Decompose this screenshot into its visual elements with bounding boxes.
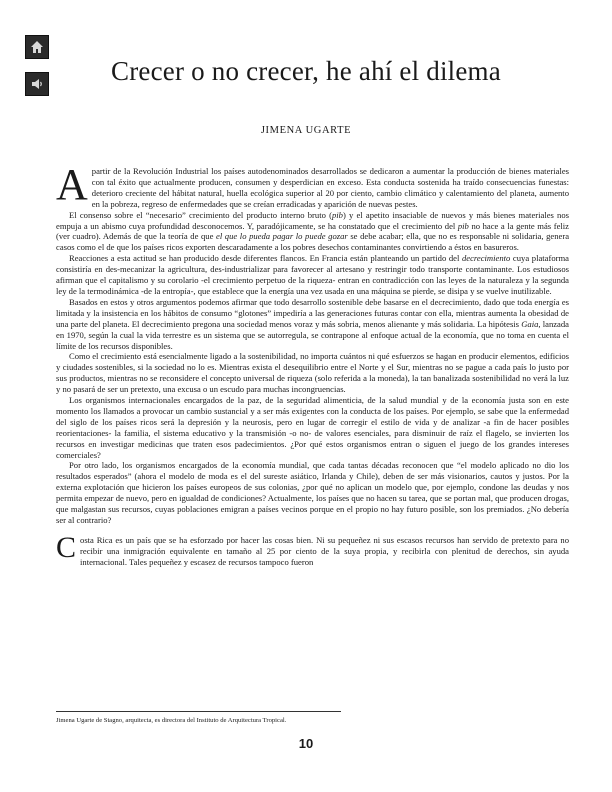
page-number: 10 [298, 736, 314, 751]
author-name: JIMENA UGARTE [260, 125, 352, 136]
footnote: Jimena Ugarte de Stagno, arquitecta, es directora del Instituto de Arquitectura Tropical. [56, 717, 287, 724]
paragraph: Basados en estos y otros argumentos podemos afirmar que todo desarrollo sostenible debe basarse en el decrecimiento, dado que toda energía es limitada y la insistencia en los hábitos de consumo “glotones” impediría a las generaciones futuras contar con ella, mientras aumenta la obesidad de una parte del planeta. El decrecimiento pregona una sociedad menos voraz y más sobria, menos alienante y más solidaria. La hipótesis Gaia, lanzada en 1970, según la cual la vida terrestre es un sistema que se autorregula, se contrapone al enfoque actual de la economía, que no toma en cuenta el límite de los recursos disponibles. [56, 296, 569, 351]
article-body [56, 160, 570, 568]
paragraph: Por otro lado, los organismos encargados de la economía mundial, que cada tantas décadas reconocen que “el modelo aplicado no dio los resultados esperados” (ahora el modelo de moda es el del sureste asiático, Irlanda y Chile), deben de ser más visionarios, cautos y justos. Por la externa explotación que hicieron los países europeos de sus colonias, ¿por qué no aplican un modelo que, por ejemplo, condone las deudas y nos permita empezar de nuevo, pero en igualdad de condiciones? Actualmente, los países que no hacen su tarea, que se portan mal, que producen drogas, que malgastan sus recursos, cuyas poblaciones emigran a países vecinos porque en el propio no hay futuro posible, son los premiados. ¿No debería ser al contrario? [56, 460, 569, 525]
dropcap: C [56, 530, 77, 564]
paragraph: Reacciones a esta actitud se han producido desde diferentes flancos. En Francia están planteando un partido del decrecimiento cuya plataforma consistiría en des-mecanizar la agricultura, des-industrializar para favorecer al artesano y restringir todo transporte contaminante. Los estudiosos afirman que el capitalismo y su corolario -el crecimiento perpetuo de la riqueza- entran en contradicción con las leyes de la naturaleza y la segunda ley de la termodinámica -de la entropía-, que establece que la energía una vez usada en una máquina se pierde, se disipa y se vuelve inutilizable. [56, 253, 569, 296]
paragraph: Los organismos internacionales encargados de la paz, de la seguridad alimenticia, de la salud mundial y de la economía justa son en este momento los llamados a provocar un cambio sustancial y a ser más exigentes con la conducta de los países. Por ejemplo, se sabe que la enfermedad del siglo de los países ricos será la depresión y la neurosis, pero en lugar de corregir el estilo de vida y de analizar -a fin de hacer posibles reorientaciones- la familia, el sistema educativo y la transmisión -o no- de valores esenciales, para disminuir de raíz el flagelo, se invierten los recursos en investigar medicinas que traten esos padecimientos. ¿Por qué estos organismos entran o siguen el juego de los grandes intereses comerciales? [56, 395, 569, 460]
paragraph-section [56, 530, 569, 568]
paragraph: El consenso sobre el “necesario” crecimiento del producto interno bruto (pib) y el apetito insaciable de nuevos y más bienes materiales nos empuja a un abismo cuya profundidad desconocemos. Y, paradójicamente, se ha constatado que el crecimiento del pib no hace a la gente más feliz (ver cuadro). Además de que la teoría de que el que lo pueda pagar lo puede gozar se debe acabar; ella, que no es responsable ni solidaria, genera casos como el de que los países ricos exporten descaradamente a los pobres desechos contaminantes convirtiendo a éstos en basureros. [56, 209, 570, 253]
footnote-divider [56, 711, 341, 712]
paragraph-intro [56, 160, 569, 210]
dropcap: A [56, 160, 88, 209]
paragraph: Como el crecimiento está esencialmente ligado a la sostenibilidad, no importa cuántos ni qué esfuerzos se hagan en producir elementos, edificios y ciudades sostenibles, si la sociedad no lo es. Mientras exista el desequilibrio entre el Norte y el Sur, mientras no se pague a cada país lo justo por sus productos, mientras no se reconsidere el concepto universal de riqueza (solo referida a la moneda), la tan banalizada sostenibilidad no verá la luz y no pasará de ser un pretexto, una excusa o un escudo para muchas incongruencias. [56, 351, 569, 395]
paragraph-text: osta Rica es un país que se ha esforzado por hacer las cosas bien. Ni su pequeñez ni sus escasos recursos han servido de pretexto para no recibir una inmigración equivalente en tamaño al 25 por ciento de la suya propia, y recibirla con plenitud de derechos, sin ayuda internacional. Tales pequeñez y escasez de recursos tampoco fueron [80, 534, 569, 567]
home-button[interactable] [25, 35, 49, 59]
paragraph-text: partir de la Revolución Industrial los países autodenominados desarrollados se dedicaron a aumentar la producción de bienes materiales con tal éxito que actualmente producen, consumen y desperdician en exceso. Esta conducta sostenida ha traído consecuencias funestas: deterioro creciente del hábitat natural, huella ecológica superior al 20 por ciento, cambio climático y calentamiento del planeta, aumento en la pobreza, regreso de enfermedades que se creían erradicadas y aparición de nuevas pestes. [91, 166, 569, 209]
article-title: Crecer o no crecer, he ahí el dilema [111, 56, 501, 86]
speaker-icon [29, 76, 45, 92]
home-icon [29, 39, 45, 55]
audio-button[interactable] [25, 72, 49, 96]
